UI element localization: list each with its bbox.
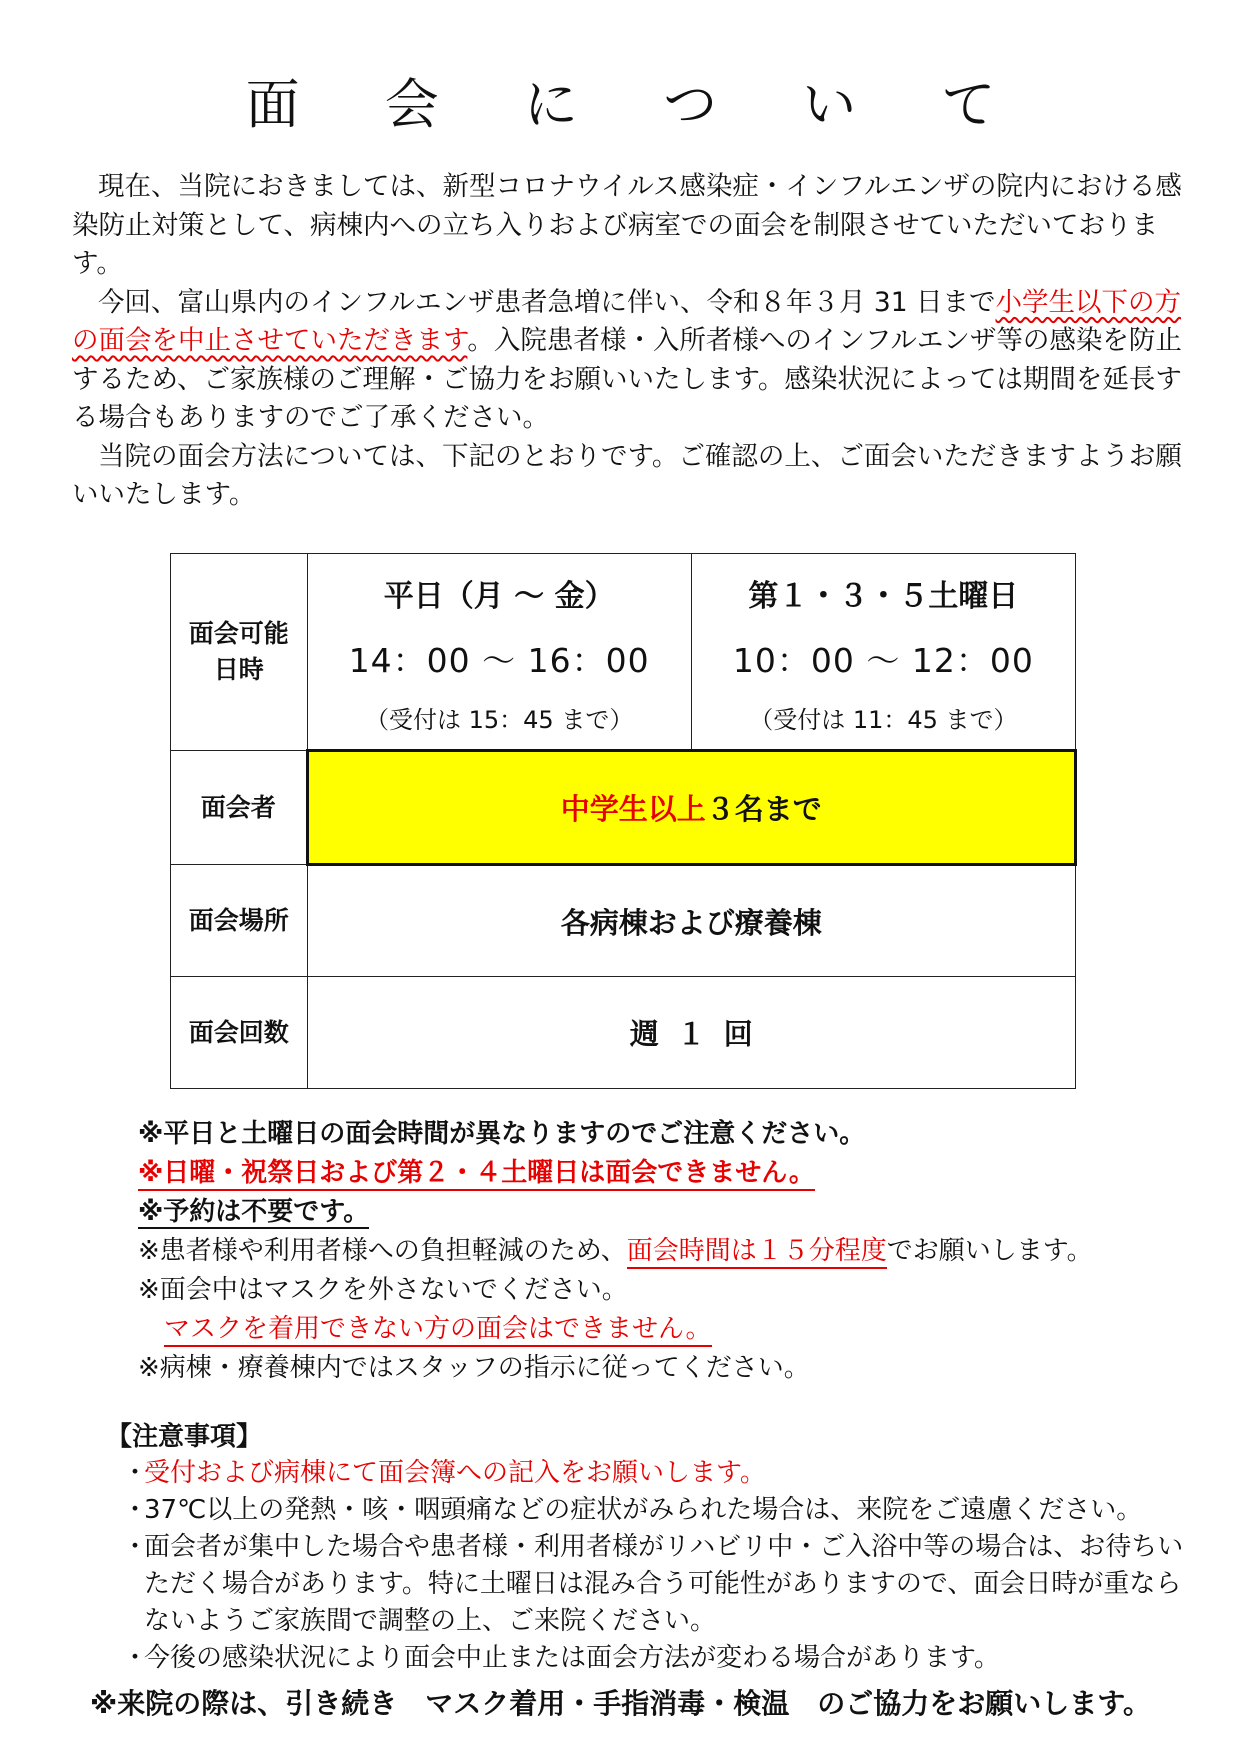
note-duration — [138, 1232, 1093, 1271]
row-place — [171, 865, 1076, 977]
saturday-cell — [691, 554, 1075, 751]
frequency-value: 週１回 — [307, 977, 1075, 1089]
caution-item — [122, 1492, 1192, 1529]
intro-paragraph-1: 現在、当院におきましては、新型コロナウイルス感染症・インフルエンザの院内における感染防止対策として、病棟内への立ち入りおよび病室での面会を制限させていただいております。 — [72, 171, 1182, 279]
weekday-time: 14：00 ～ 16：00 — [348, 640, 650, 680]
note-time-difference: ※平日と土曜日の面会時間が異なりますのでご注意ください。 — [138, 1119, 866, 1149]
caution-fever-text: 37℃以上の発熱・咳・咽頭痛などの症状がみられた場合は、来院をご遠慮ください。 — [144, 1495, 1143, 1525]
intro-paragraph-2 — [72, 284, 1182, 438]
bullet: ・ — [122, 1643, 149, 1673]
caution-change-text: 今後の感染状況により面会中止または面会方法が変わる場合があります。 — [144, 1643, 1000, 1673]
bullet: ・ — [122, 1495, 149, 1525]
visit-time-label — [171, 554, 308, 751]
frequency-label: 面会回数 — [171, 977, 308, 1089]
row-visit-time — [171, 554, 1076, 751]
saturday-title: 第１・３・５土曜日 — [748, 578, 1019, 614]
note-closed-days — [138, 1154, 1093, 1193]
visitor-count-limit: ３名まで — [705, 792, 822, 826]
note-mask-required — [138, 1310, 1093, 1349]
visitor-label: 面会者 — [171, 751, 308, 865]
intro-p2-text: 今回、富山県内のインフルエンザ患者急増に伴い、令和８年３月 31 日まで — [98, 286, 996, 318]
note-staff-instructions: ※病棟・療養棟内ではスタッフの指示に従ってください。 — [138, 1353, 810, 1383]
weekday-title: 平日（月 ～ 金） — [383, 578, 615, 614]
note-closed-days-text: ※日曜・祝祭日および第２・４土曜日は面会できません。 — [138, 1158, 815, 1191]
place-label: 面会場所 — [171, 865, 308, 977]
visitor-value — [307, 751, 1075, 865]
visitor-age-limit: 中学生以上 — [560, 792, 706, 826]
visiting-schedule-table — [170, 553, 1077, 1089]
note-mask: ※面会中はマスクを外さないでください。 — [138, 1275, 628, 1305]
caution-item — [122, 1455, 1192, 1492]
place-value: 各病棟および療養棟 — [307, 865, 1075, 977]
caution-register-text: 受付および病棟にて面会簿への記入をお願いします。 — [144, 1458, 766, 1488]
notes-section — [138, 1115, 1093, 1388]
note-duration-text: ※患者様や利用者様への負担軽減のため、 — [138, 1236, 627, 1266]
note-no-reservation-text: ※予約は不要です。 — [138, 1197, 370, 1227]
bullet: ・ — [122, 1458, 149, 1488]
weekday-reception: （受付は 15：45 まで） — [364, 705, 634, 734]
intro-section — [72, 168, 1182, 515]
caution-item — [122, 1640, 1192, 1677]
caution-item — [122, 1529, 1192, 1640]
row-visitor — [171, 751, 1076, 865]
page-title: 面 会 に つ い て — [245, 73, 1030, 136]
saturday-reception: （受付は 11：45 まで） — [749, 705, 1018, 734]
caution-list — [122, 1455, 1192, 1677]
intro-paragraph-3: 当院の面会方法については、下記のとおりです。ご確認の上、ご面会いただきますようお願いいたします。 — [72, 440, 1182, 510]
closing-message: ※来院の際は、引き続き マスク着用・手指消毒・検温 のご協力をお願いします。 — [90, 1687, 1151, 1720]
note-duration-limit: 面会時間は１５分程度 — [627, 1236, 887, 1269]
caution-heading: 【注意事項】 — [106, 1422, 263, 1452]
visit-time-label-line1: 面会可能 — [188, 619, 289, 648]
note-mask-required-text: マスクを着用できない方の面会はできません。 — [164, 1314, 712, 1347]
intro-p2-text-rest: 。入院患者様・入所者様へのインフルエンザ等の感染を防止するため、ご家族様のご理解・ご協力をお願いいたします。感染状況によっては期間を延長する場合もありますのでご了承ください。 — [72, 325, 1182, 433]
saturday-time: 10：00 ～ 12：00 — [732, 640, 1034, 680]
visit-time-label-line2: 日時 — [213, 655, 264, 684]
caution-waiting-text: 面会者が集中した場合や患者様・利用者様がリハビリ中・ご入浴中等の場合は、お待ちいただく場合があります。特に土曜日は混み合う可能性がありますので、面会日時が重ならないようご家族間で調整の上、ご来院ください。 — [144, 1532, 1184, 1636]
row-frequency — [171, 977, 1076, 1089]
note-no-reservation — [138, 1193, 1093, 1232]
bullet: ・ — [122, 1532, 149, 1562]
children-suspension-notice: 小学生以下の方の面会を中止させていただきます — [72, 286, 1182, 356]
weekday-cell — [307, 554, 691, 751]
note-duration-text-end: でお願いします。 — [886, 1236, 1093, 1266]
